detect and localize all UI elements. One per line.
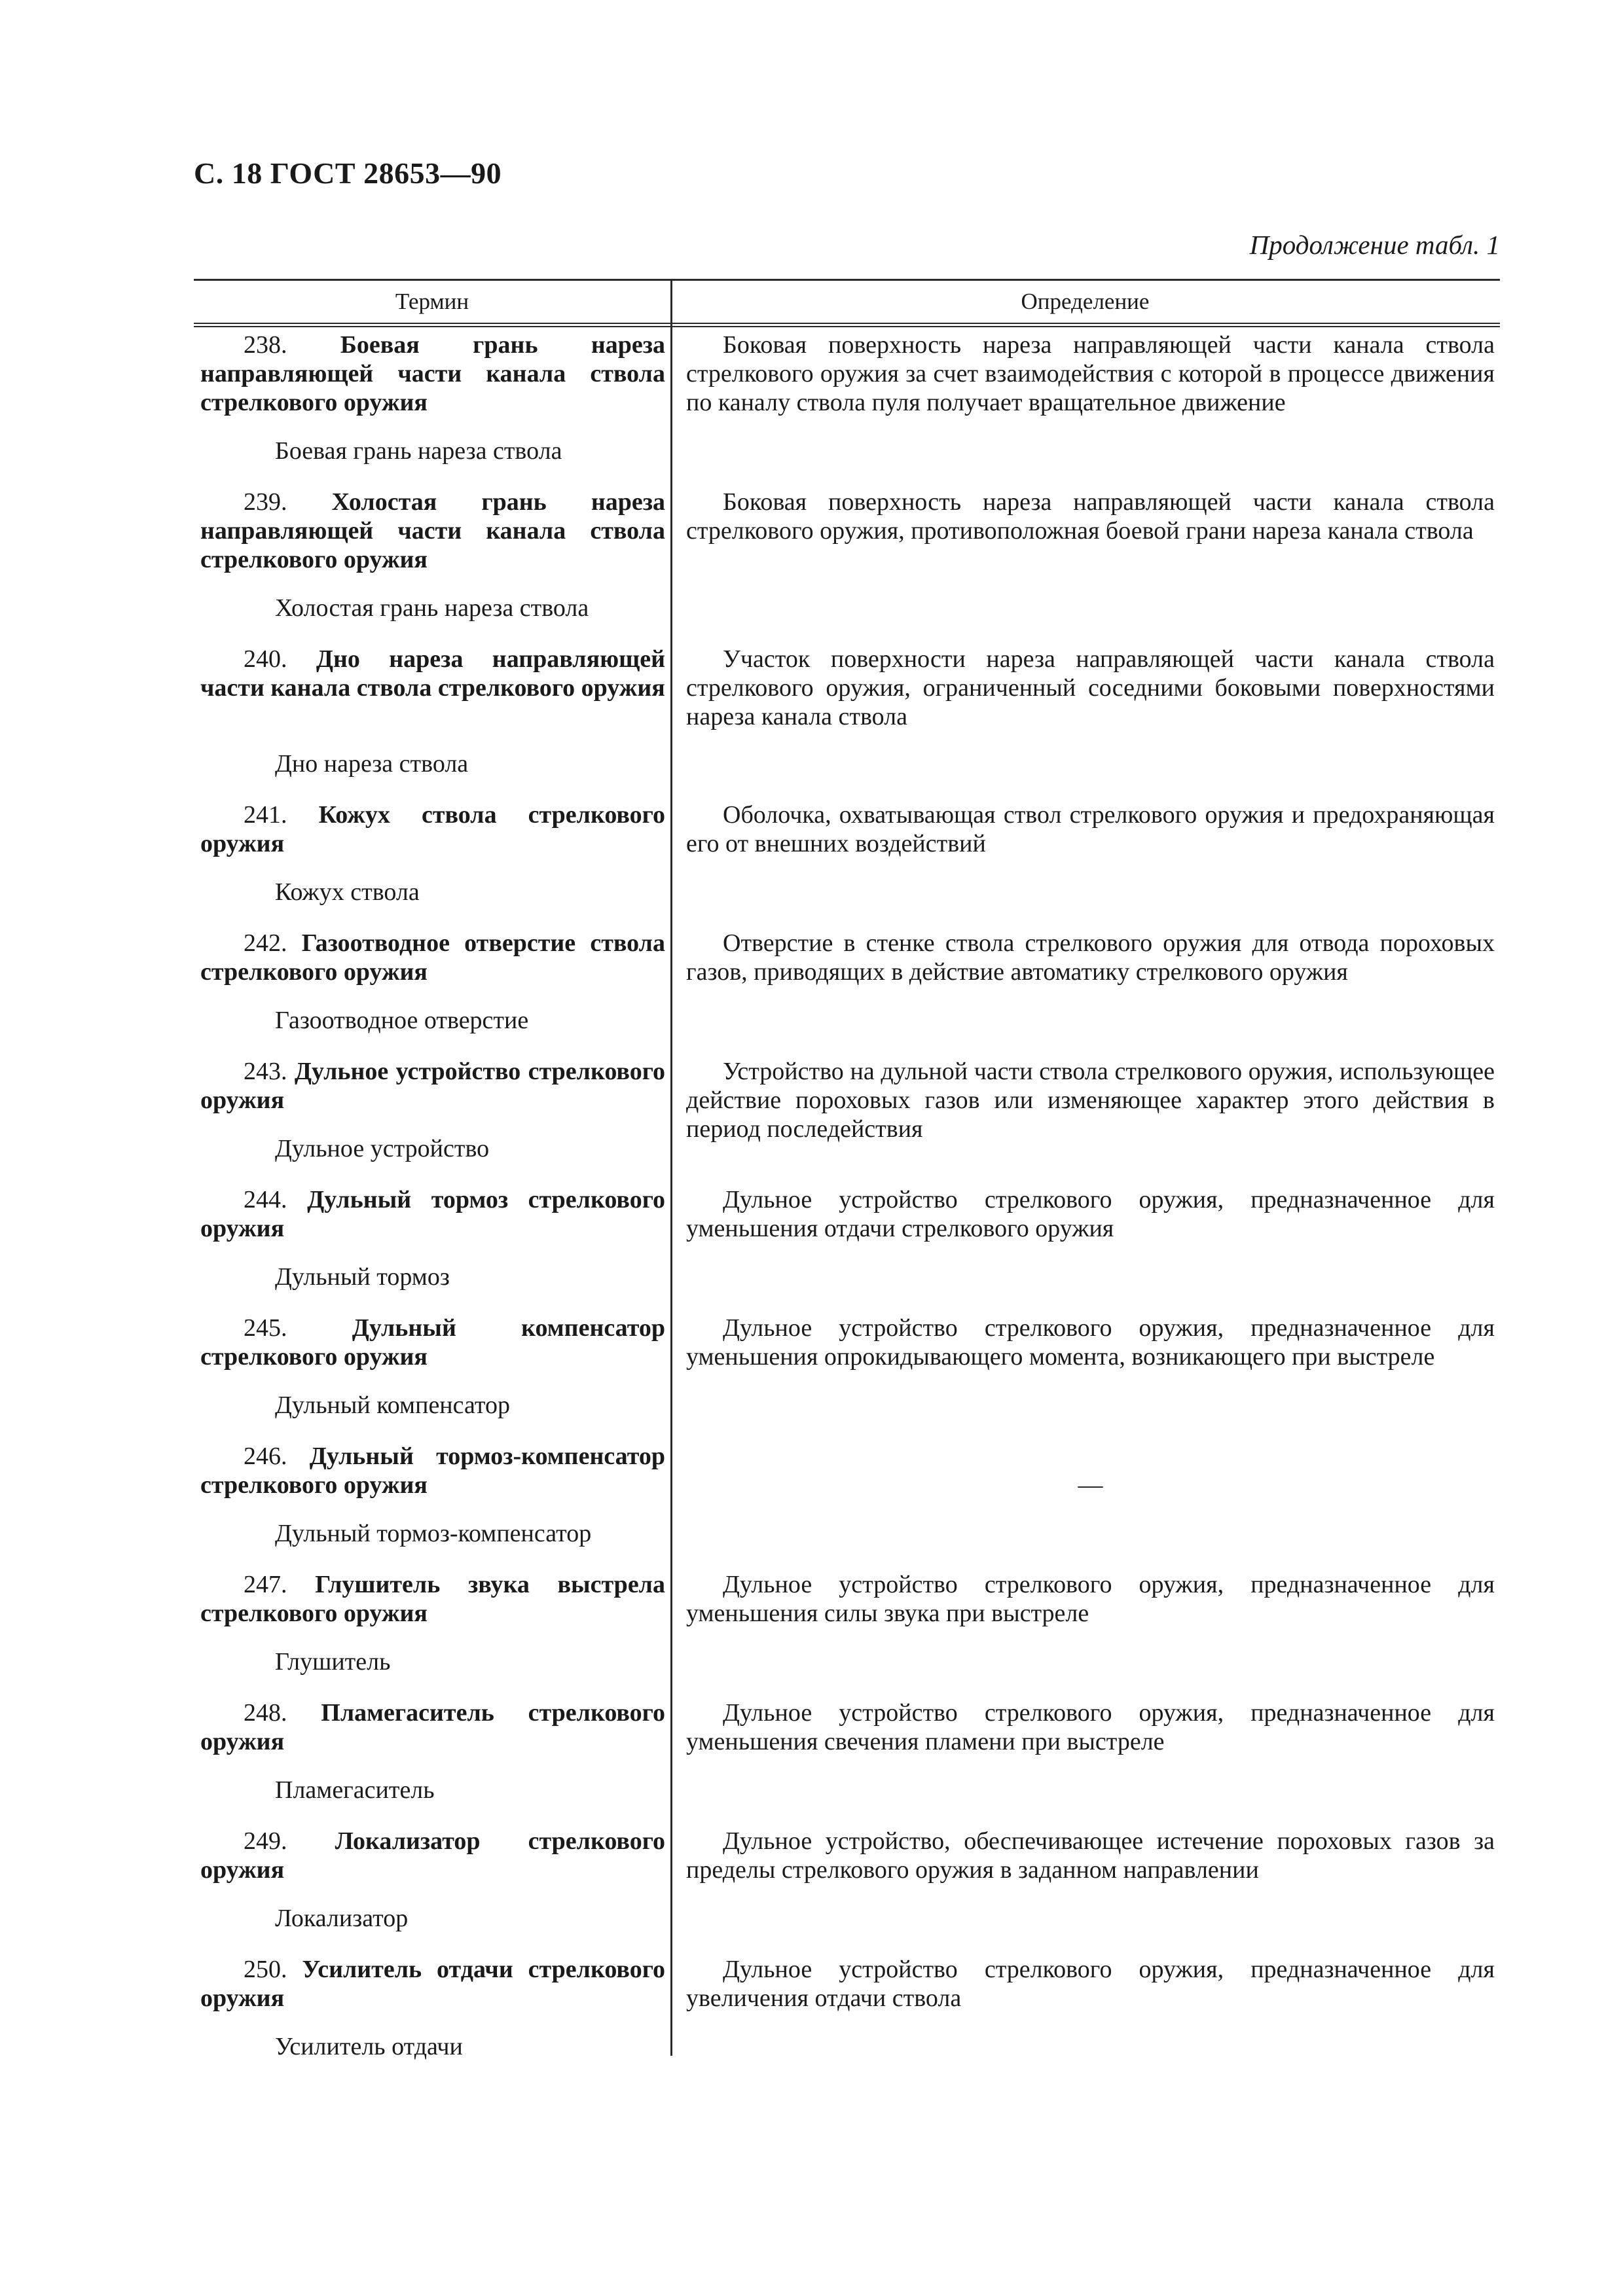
table-row <box>194 645 1500 778</box>
term-name: Пламегаситель стрелкового оружия <box>200 1699 665 1755</box>
term-short-form: Газоотводное отверстие <box>275 1007 529 1034</box>
table-row <box>194 488 1500 622</box>
header-definition: Определение <box>1021 289 1150 314</box>
term-number: 248. <box>244 1699 287 1727</box>
term-number: 242. <box>244 929 287 957</box>
table-row <box>194 1442 1500 1548</box>
term-number: 246. <box>244 1443 287 1470</box>
term-short-form: Глушитель <box>275 1648 391 1676</box>
term-number: 250. <box>244 1956 287 1983</box>
table-header <box>194 281 1500 324</box>
term-short-form: Боевая грань нареза ствола <box>275 437 562 465</box>
term-short-form: Дульное устройство <box>275 1135 490 1162</box>
definition-cell: Участок поверхности нареза направляющей части канала ствола стрелкового оружия, ограниченный соседними боковыми поверхностями нареза канала ствола <box>686 645 1495 730</box>
table-row <box>194 331 1500 465</box>
definition-cell: Дульное устройство стрелкового оружия, предназначенное для уменьшения силы звука при выстреле <box>686 1571 1495 1627</box>
term-number: 249. <box>244 1827 287 1855</box>
term-name: Боевая грань нареза направляющей части канала ствола стрелкового оружия <box>200 331 665 416</box>
table-row <box>194 1698 1500 1804</box>
term-number: 240. <box>244 645 287 673</box>
term-cell <box>194 1185 665 1243</box>
term-cell <box>194 1057 665 1115</box>
term-short-form: Дульный компенсатор <box>275 1391 510 1419</box>
term-cell <box>194 1442 665 1499</box>
term-cell <box>194 1314 665 1371</box>
term-cell <box>194 331 665 417</box>
page-header: С. 18 ГОСТ 28653—90 <box>194 156 502 190</box>
definition-cell: Устройство на дульной части ствола стрелкового оружия, использующее действие пороховых газов или изменяющее характер этого действия в период последействия <box>686 1058 1495 1143</box>
term-cell <box>194 800 665 858</box>
term-name: Кожух ствола стрелкового оружия <box>200 801 665 857</box>
table-row <box>194 1570 1500 1676</box>
term-name: Дульный тормоз стрелкового оружия <box>200 1186 666 1242</box>
term-cell <box>194 645 665 702</box>
term-number: 239. <box>244 488 287 516</box>
term-name: Локализатор стрелкового оружия <box>200 1827 665 1884</box>
terms-table <box>194 279 1500 2083</box>
term-short-form: Локализатор <box>275 1905 409 1932</box>
definition-cell: Боковая поверхность нареза направляющей части канала ствола стрелкового оружия за счет взаимодействия с которой в процессе движения по каналу ствола пуля получает вращательное движение <box>686 331 1495 416</box>
term-cell <box>194 929 665 986</box>
table-row <box>194 1955 1500 2061</box>
table-body <box>194 324 1500 2061</box>
definition-cell: — <box>1078 1471 1103 1499</box>
term-number: 245. <box>244 1314 287 1342</box>
term-cell <box>194 1955 665 2013</box>
term-short-form: Дульный тормоз <box>275 1263 450 1291</box>
term-number: 247. <box>244 1571 287 1598</box>
term-cell <box>194 488 665 574</box>
table-row <box>194 929 1500 1035</box>
term-name: Глушитель звука выстрела стрелкового оружия <box>200 1571 666 1627</box>
definition-cell: Дульное устройство стрелкового оружия, предназначенное для увеличения отдачи ствола <box>686 1956 1495 2012</box>
term-cell <box>194 1698 665 1756</box>
term-short-form: Усилитель отдачи <box>275 2033 463 2060</box>
definition-cell: Дульное устройство стрелкового оружия, предназначенное для уменьшения опрокидывающего момента, возникающего при выстреле <box>686 1314 1495 1371</box>
definition-cell: Дульное устройство стрелкового оружия, предназначенное для уменьшения свечения пламени при выстреле <box>686 1699 1495 1755</box>
term-short-form: Пламегаситель <box>275 1776 435 1804</box>
term-number: 238. <box>244 331 287 359</box>
definition-cell: Дульное устройство стрелкового оружия, предназначенное для уменьшения отдачи стрелкового оружия <box>686 1186 1495 1242</box>
term-number: 244. <box>244 1186 287 1213</box>
term-name: Дульный компенсатор стрелкового оружия <box>200 1314 665 1371</box>
term-number: 243. <box>244 1058 287 1085</box>
term-cell <box>194 1827 665 1884</box>
definition-cell: Отверстие в стенке ствола стрелкового оружия для отвода пороховых газов, приводящих в действие автоматику стрелкового оружия <box>686 929 1495 986</box>
term-short-form: Дно нареза ствола <box>275 750 469 778</box>
term-name: Газоотводное отверстие ствола стрелкового оружия <box>200 929 665 986</box>
term-name: Дульный тормоз-компенсатор стрелкового оружия <box>200 1443 665 1499</box>
term-number: 241. <box>244 801 287 829</box>
term-name: Холостая грань нареза направляющей части канала ствола стрелкового оружия <box>200 488 665 573</box>
definition-cell: Боковая поверхность нареза направляющей части канала ствола стрелкового оружия, противоположная боевой грани нареза канала ствола <box>686 488 1495 545</box>
term-cell <box>194 1570 665 1628</box>
table-row <box>194 1314 1500 1420</box>
definition-cell: Дульное устройство, обеспечивающее истечение пороховых газов за пределы стрелкового оружия в заданном направлении <box>686 1827 1495 1884</box>
term-name: Усилитель отдачи стрелкового оружия <box>200 1956 665 2012</box>
term-name: Дульное устройство стрелкового оружия <box>200 1058 666 1114</box>
header-term: Термин <box>395 289 469 314</box>
table-continuation-label: Продолжение табл. 1 <box>1249 230 1500 260</box>
table-row <box>194 1827 1500 1933</box>
table-row <box>194 1185 1500 1291</box>
table-row <box>194 1057 1500 1163</box>
table-row <box>194 800 1500 906</box>
term-name: Дно нареза направляющей части канала ствола стрелкового оружия <box>200 645 666 702</box>
term-short-form: Кожух ствола <box>275 878 420 906</box>
term-short-form: Холостая грань нареза ствола <box>275 594 589 622</box>
definition-cell: Оболочка, охватывающая ствол стрелкового оружия и предохраняющая его от внешних воздействий <box>686 801 1495 857</box>
term-short-form: Дульный тормоз-компенсатор <box>275 1520 592 1547</box>
